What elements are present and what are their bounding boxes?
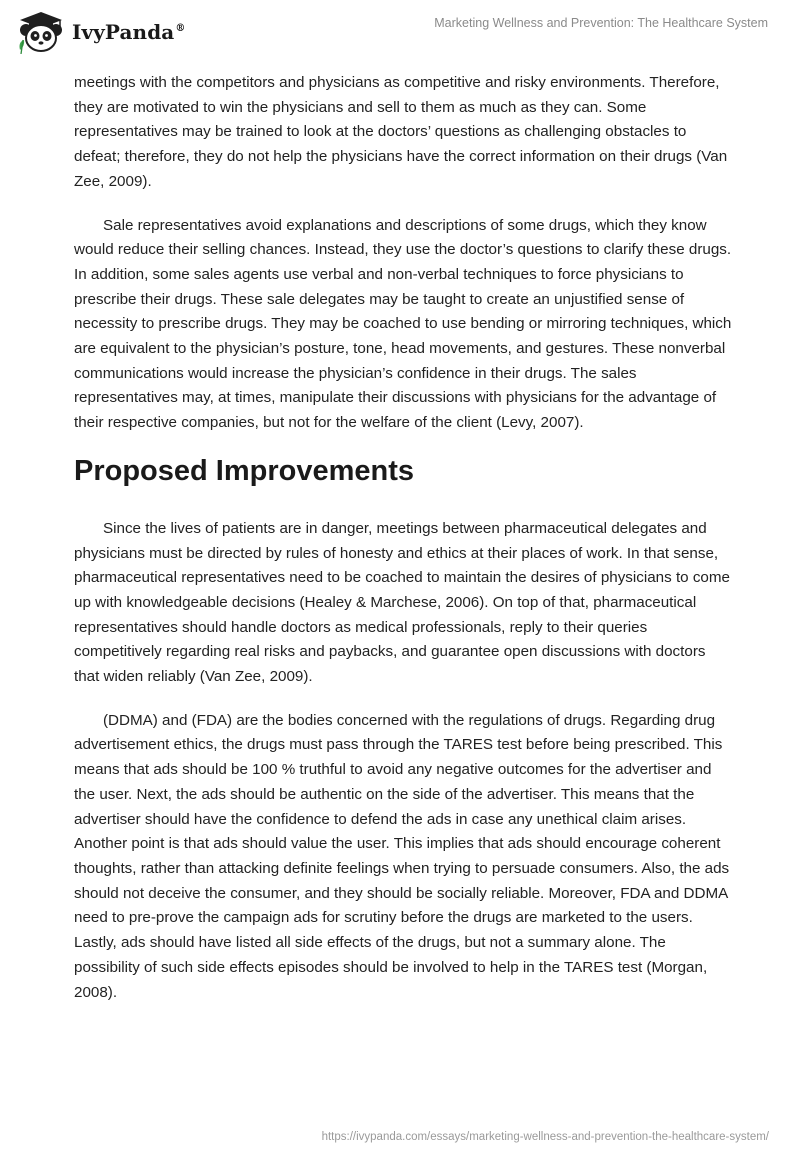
paragraph-3: Since the lives of patients are in danger, meetings between pharmaceutical delegates and physicians must be directed by rules of honesty and ethics at their places of work. In that sense, pharmaceutical representatives need to be coached to maintain the desires of physicians to come up with knowledgeable decisions (Healey & Marchese, 2006). On top of that, pharmaceutical representatives should handle doctors as medical professionals, reply to their queries competitively regarding real risks and paybacks, and guarantee open discussions with doctors that widen reliably (Van Zee, 2009). xyxy=(74,519,730,686)
paragraph-4: (DDMA) and (FDA) are the bodies concerned with the regulations of drugs. Regarding drug advertisement ethics, the drugs must pass through the TARES test before being prescribed. This means that ads should be 100 % truthful to avoid any negative outcomes for the advertiser and the user. Next, the ads should be authentic on the side of the advertiser. This means that the advertiser should have the confidence to defend the ads in case any unethical claim arises. Another point is that ads should value the user. This implies that ads should encourage coherent thoughts, rather than attacking definite feelings when trying to persuade consumers. Also, the ads should not deceive the consumer, and they should be socially reliable. Moreover, FDA and DDMA need to pre-prove the campaign ads for scrutiny before the drugs are marketed to the users. Lastly, ads should have listed all side effects of the drugs, but not a summary alone. The possibility of such side effects episodes should be involved to help in the TARES test (Morgan, 2008). xyxy=(74,711,730,1001)
document-title: Marketing Wellness and Prevention: The Healthcare System xyxy=(434,16,768,30)
paragraph-2: Sale representatives avoid explanations and descriptions of some drugs, which they know would reduce their selling chances. Instead, they use the doctor’s questions to clarify these drugs. In addition, some sales agents use verbal and non-verbal techniques to force physicians to prescribe their drugs. These sale delegates may be taught to create an unjustified sense of necessity to prescribe drugs. They may be coached to use bending or mirroring techniques, which are equivalent to the physician’s posture, tone, head movements, and gestures. These nonverbal communications would increase the physician’s confidence in their drugs. The sales representatives may, at times, manipulate their discussions with physicians for the advantage of their respective companies, but not for the welfare of the client (Levy, 2007). xyxy=(74,216,732,432)
ivypanda-logo[interactable] xyxy=(16,10,185,54)
page-header xyxy=(0,0,800,70)
paragraph-1: meetings with the competitors and physicians as competitive and risky environments. Therefore, they are motivated to win the physicians and sell to them as much as they can. Some representatives may be trained to look at the doctors’ questions as challenging obstacles to defeat; therefore, they do not help the physicians have the correct information on their drugs (Van Zee, 2009). xyxy=(74,74,728,190)
brand-name: IvyPanda® xyxy=(72,20,186,44)
panda-logo-icon xyxy=(16,10,66,54)
source-url[interactable]: https://ivypanda.com/essays/marketing-wellness-and-prevention-the-healthcare-system/ xyxy=(321,1131,769,1143)
essay-body xyxy=(74,71,734,1005)
section-heading: Proposed Improvements xyxy=(74,454,415,487)
